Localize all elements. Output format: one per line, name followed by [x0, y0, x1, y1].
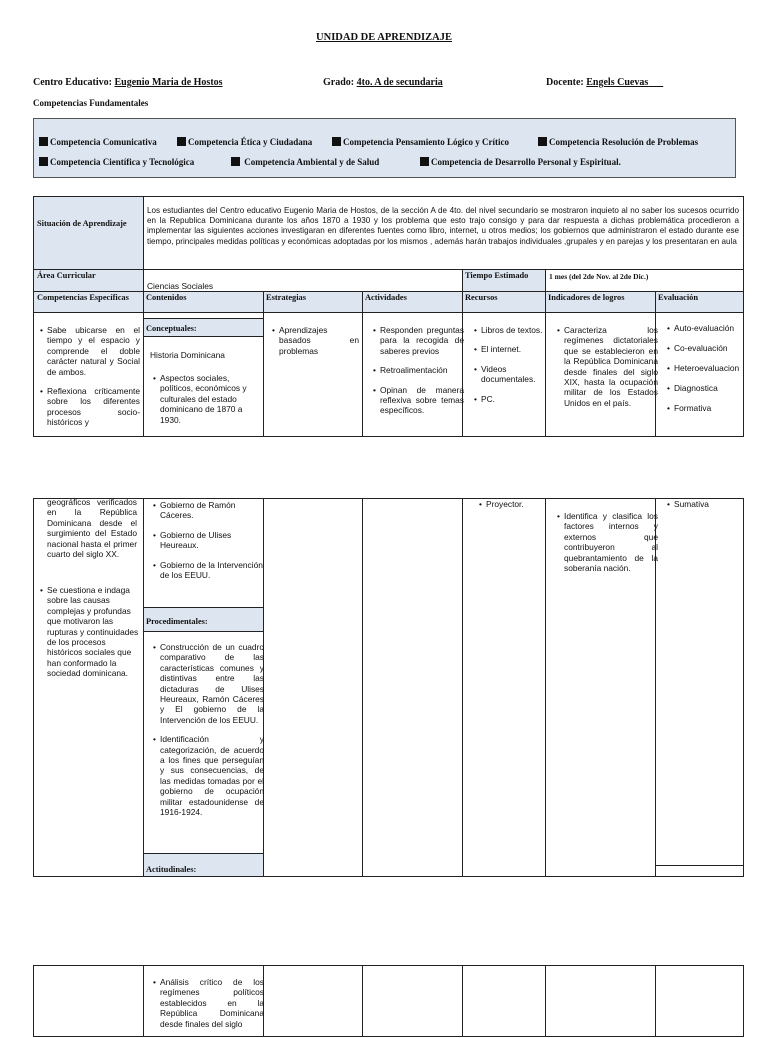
competencias-especificas-list-2: [39, 585, 140, 688]
competencias-box: [33, 118, 736, 178]
situacion-text: Los estudiantes del Centro educativo Eugenio Maria de Hostos, de la sección A de 4to. del nivel secundario se mostraron inquieto al no saber los sucesos ocurrido en la Republica Dominicana durante los años 1870 a 1930 y los problema que esto trajo consigo y para dar respuesta a dichas problemática procedieron a implementar las siguientes acciones investigaran en diferentes fuentes como libro, internet, u otros medios; los gobiernos que administraron el estado durante ese tiempo, principales medidas políticas y económicas adoptadas por los mismos , además harán trabajos individuales ,grupales y en parejas y los presentaran en aula: [147, 206, 739, 246]
checkbox-icon: [332, 137, 341, 146]
planning-table-2: [33, 498, 744, 877]
list-item: • Sumativa: [674, 499, 750, 509]
col-estrategias: Estrategias: [266, 293, 307, 302]
competencia-3: Competencia Pensamiento Lógico y Crítico: [332, 137, 509, 147]
list-item: • Formativa: [674, 403, 750, 414]
competencia-7: Competencia de Desarrollo Personal y Espiritual.: [420, 157, 621, 167]
col-recursos: Recursos: [465, 293, 498, 302]
area-label: Área Curricular: [37, 271, 96, 280]
grado-value: 4to. A de secundaria: [356, 77, 443, 88]
checkbox-icon: [231, 157, 240, 166]
evaluacion-list-2: [666, 499, 750, 518]
evaluacion-list: [666, 323, 750, 423]
list-item: • Gobierno de la Intervención de los EEUU.: [160, 560, 264, 581]
list-item: • Proyector.: [486, 499, 548, 509]
col-contenidos: Contenidos: [146, 293, 187, 302]
col-actividades: Actividades: [365, 293, 407, 302]
list-item: • Construcción de un cuadro comparativo de las características comunes y distintivas entre las dictaduras de Ulises Heureaux, Ramón Cáceres y El gobierno de la Intervención de los EEUU.: [160, 642, 264, 725]
list-item: • Identifica y clasifica los factores internos y externos que contribuyeron al quebrantamiento de la soberanía nación.: [564, 511, 658, 573]
list-item: • Libros de textos.: [481, 325, 547, 335]
competencias-fundamentales-label: Competencias Fundamentales: [33, 98, 149, 108]
estrategias-list: [271, 325, 359, 365]
actividades-list: [372, 325, 464, 425]
page-title: UNIDAD DE APRENDIZAJE: [316, 32, 452, 43]
list-item: • Identificación y categorización, de acuerdo a los fines que perseguían y sus consecuencias, de las medidas tomadas por el gobierno de ocupación militar estadounidense de 1916-1924.: [160, 734, 264, 817]
centro-value: Eugenio Maria de Hostos: [114, 77, 223, 88]
col-evaluacion: Evaluación: [658, 293, 699, 302]
list-item: • Responden preguntas para la recogida de saberes previos: [380, 325, 464, 356]
procedimentales-label: Procedimentales:: [146, 617, 208, 626]
indicadores-list: [556, 325, 658, 417]
list-item: • Aprendizajes basados en problemas: [279, 325, 359, 356]
docente: [546, 77, 663, 88]
col-indicadores: Indicadores de logros: [548, 293, 625, 302]
contenidos-list: [152, 373, 264, 434]
procedimentales-list: [152, 642, 264, 827]
area-value: Ciencias Sociales: [147, 281, 214, 291]
list-item: • Aspectos sociales, políticos, económicos y culturales del estado dominicano de 1870 a 1930.: [160, 373, 264, 425]
recursos-list: [473, 325, 547, 413]
contenidos-list-2: [152, 500, 264, 589]
list-item: • Gobierno de Ramón Cáceres.: [160, 500, 264, 521]
list-item: • Heteroevaluacion: [674, 363, 750, 374]
centro-label: Centro Educativo:: [33, 77, 112, 88]
centro-educativo: [33, 77, 223, 88]
list-item: • Se cuestiona e indaga sobre las causas complejas y profundas que motivaron las rupturas y continuidades de los procesos históricos sociales que han conformado la sociedad dominicana.: [47, 585, 140, 679]
list-item: • Diagnostica: [674, 383, 750, 394]
conceptuales-label: Conceptuales:: [146, 324, 197, 333]
competencias-especificas-list: [39, 325, 140, 437]
planning-table-1: [33, 196, 744, 437]
list-item: • PC.: [481, 394, 547, 404]
list-item: • Análisis crítico de los regímenes políticos establecidos en la República Dominicana desde finales del siglo: [160, 977, 264, 1029]
checkbox-icon: [39, 157, 48, 166]
list-item: • El internet.: [481, 344, 547, 354]
docente-label: Docente:: [546, 77, 584, 88]
docente-value: Engels Cuevas: [586, 77, 649, 88]
list-item: • Opinan de manera reflexiva sobre temas específicos.: [380, 385, 464, 416]
indicadores-list-2: [556, 511, 658, 582]
list-item: • Caracteriza los regímenes dictatoriales que se establecieron en la República Dominicana desde finales del siglo XIX, hasta la ocupación militar de los Estados Unidos en el país.: [564, 325, 658, 408]
list-item: • Co-evaluación: [674, 343, 750, 354]
list-item: • Sabe ubicarse en el tiempo y el espacio y comprende el doble carácter natural y Social de ambos.: [47, 325, 140, 377]
list-item: • Gobierno de Ulises Heureaux.: [160, 530, 264, 551]
list-item: • Retroalimentación: [380, 365, 464, 375]
list-item: • Videos documentales.: [481, 364, 547, 385]
tiempo-value: 1 mes (del 2de Nov. al 2de Dic.): [549, 272, 649, 281]
historia-label: Historia Dominicana: [150, 350, 225, 360]
competencia-6: Competencia Ambiental y de Salud: [231, 157, 379, 167]
grado-label: Grado:: [323, 77, 355, 88]
competencia-1: Competencia Comunicativa: [39, 137, 157, 147]
list-item: • Auto-evaluación: [674, 323, 750, 334]
competencia-2: Competencia Ética y Ciudadana: [177, 137, 312, 147]
checkbox-icon: [420, 157, 429, 166]
competencia-4: Competencia Resolución de Problemas: [538, 137, 698, 147]
checkbox-icon: [177, 137, 186, 146]
checkbox-icon: [538, 137, 547, 146]
competencias-cont: geográficos verificados en la República Dominicana desde el surgimiento del Estado nacional hasta el primer cuarto del siglo XX.: [47, 497, 137, 560]
situacion-label: Situación de Aprendizaje: [37, 219, 127, 228]
competencia-5: Competencia Científica y Tecnológica: [39, 157, 194, 167]
actitudinales-label: Actitudinales:: [146, 865, 197, 874]
planning-table-3: [33, 965, 744, 1037]
tiempo-label: Tiempo Estimado: [465, 271, 529, 280]
list-item: • Reflexiona críticamente sobre los diferentes procesos socio-históricos y: [47, 386, 140, 428]
checkbox-icon: [39, 137, 48, 146]
grado: [323, 77, 443, 88]
col-competencias: Competencias Específicas: [37, 293, 129, 302]
contenidos-list-3: [152, 977, 264, 1038]
recursos-list-2: [478, 499, 548, 518]
